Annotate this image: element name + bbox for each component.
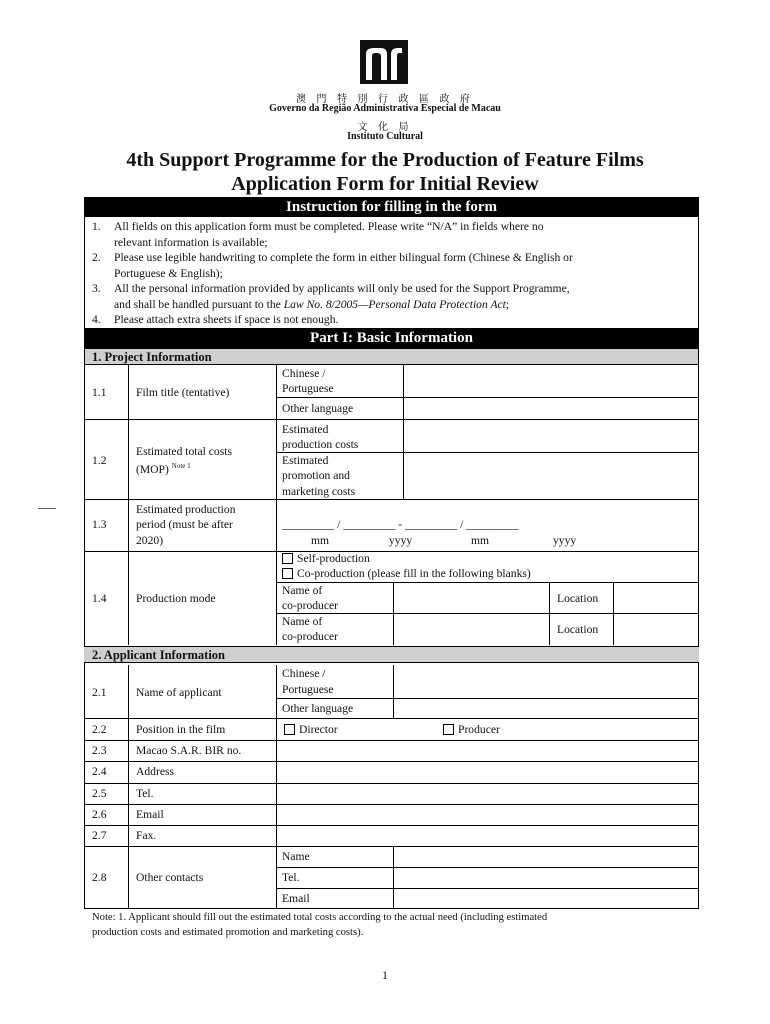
applicant-name-other-field[interactable] bbox=[395, 700, 697, 717]
other-contact-name-field[interactable] bbox=[395, 848, 697, 866]
fax-field[interactable] bbox=[278, 827, 697, 845]
email-field[interactable] bbox=[278, 806, 697, 824]
other-contact-email-field[interactable] bbox=[395, 890, 697, 907]
footnote: Note: 1. Applicant should fill out the estimated total costs according to the actual need (including estimated production costs and estimated promotion and marketing costs). bbox=[92, 912, 548, 938]
director-checkbox[interactable] bbox=[284, 724, 295, 735]
producer-checkbox[interactable] bbox=[443, 724, 454, 735]
form-title-line2: Application Form for Initial Review bbox=[231, 173, 539, 195]
dept-portuguese-name: Instituto Cultural bbox=[347, 131, 423, 142]
film-title-chinese-field[interactable] bbox=[405, 366, 697, 396]
film-title-label: Film title (tentative) bbox=[136, 386, 230, 399]
location-2-field[interactable] bbox=[615, 615, 697, 644]
part1-heading: Part I: Basic Information bbox=[84, 328, 699, 348]
bir-label: Macao S.A.R. BIR no. bbox=[136, 744, 242, 757]
address-field[interactable] bbox=[278, 763, 697, 782]
email-label: Email bbox=[136, 808, 164, 821]
page-number: 1 bbox=[382, 968, 388, 982]
bir-field[interactable] bbox=[278, 742, 697, 761]
marketing-costs-field[interactable] bbox=[405, 454, 697, 498]
co-producer-1-field[interactable] bbox=[395, 584, 548, 612]
gov-portuguese-name: Governo da Região Administrativa Especial de Macau bbox=[269, 103, 501, 114]
applicant-name-chinese-field[interactable] bbox=[395, 666, 697, 697]
fax-label: Fax. bbox=[136, 829, 157, 842]
tel-field[interactable] bbox=[278, 785, 697, 803]
instructions-list: 1. All fields on this application form must be completed. Please write “N/A” in fields where no relevant information is available; 2. Please use legible handwriting to complete the form in either bilingual form (Chinese & English or Portuguese & English); 3. All the personal information provided by applicants will only be used for the Support Programme, and shall be handled pursuant to the Law No. 8/2005—Personal Data Protection Act; 4. Please attach extra sheets if space is not enough. bbox=[92, 220, 573, 326]
section-project-information: 1. Project Information bbox=[84, 348, 699, 365]
section-applicant-information: 2. Applicant Information bbox=[84, 646, 699, 663]
gov-chinese-name: 澳 門 特 別 行 政 區 政 府 bbox=[296, 94, 474, 105]
production-costs-field[interactable] bbox=[405, 421, 697, 451]
production-period-field[interactable]: _________ / _________ - _________ / _________ bbox=[282, 518, 519, 531]
address-label: Address bbox=[136, 765, 174, 778]
instructions-heading: Instruction for filling in the form bbox=[84, 197, 699, 217]
self-production-checkbox[interactable] bbox=[282, 553, 293, 564]
other-contact-tel-field[interactable] bbox=[395, 869, 697, 887]
co-production-checkbox[interactable] bbox=[282, 568, 293, 579]
margin-mark bbox=[38, 508, 56, 509]
form-title-line1: 4th Support Programme for the Production of Feature Films bbox=[126, 149, 644, 171]
tel-label: Tel. bbox=[136, 787, 154, 800]
film-title-other-field[interactable] bbox=[405, 399, 697, 418]
instituto-cultural-logo bbox=[360, 40, 408, 84]
dept-chinese-name: 文 化 局 bbox=[357, 122, 413, 133]
location-1-field[interactable] bbox=[615, 584, 697, 612]
co-producer-2-field[interactable] bbox=[395, 615, 548, 644]
law-reference: Law No. 8/2005—Personal Data Protection Act bbox=[283, 297, 506, 311]
note-reference: Note 1 bbox=[171, 462, 191, 470]
